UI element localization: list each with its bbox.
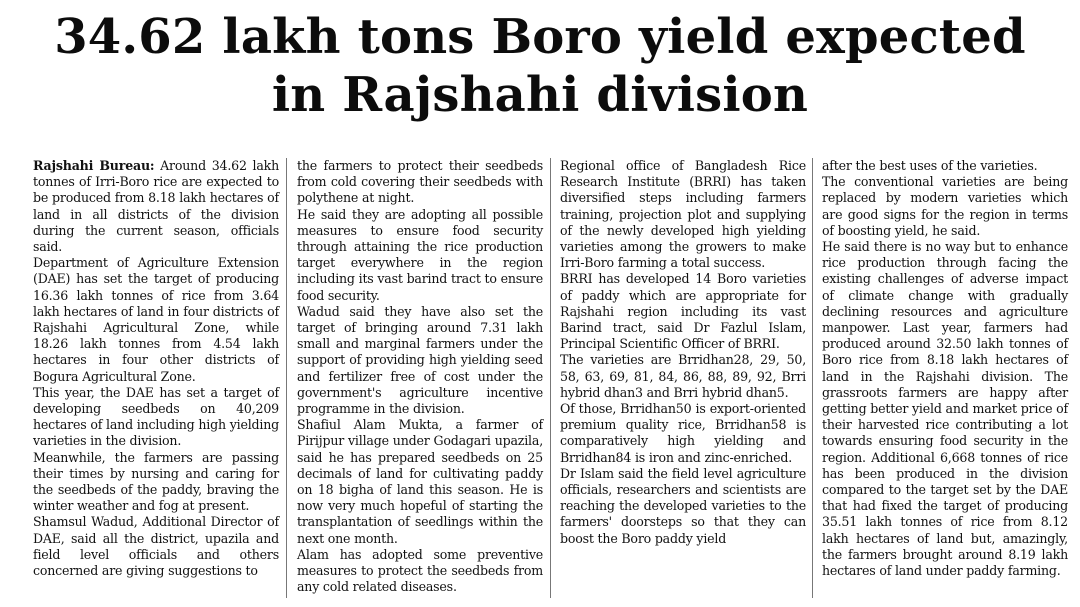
headline-line-2: in Rajshahi division [271, 67, 809, 123]
paragraph: Wadud said they have also set the target of bringing around 7.31 lakh small and marginal farmers under the support of providing high yielding seed and fertilizer free of cost under the government's agriculture incentive programme in the division. [297, 303, 543, 417]
column-divider [550, 158, 551, 598]
paragraph: Regional office of Bangladesh Rice Research Institute (BRRI) has taken diversified steps including farmers training, projection plot and supplying of the newly developed high yielding varieties among the growers to make Irri-Boro farming a total success. [560, 158, 806, 271]
paragraph: after the best uses of the varieties. [822, 158, 1038, 173]
article-column-1 [33, 158, 279, 579]
paragraph: This year, the DAE has set a target of developing seedbeds on 40,209 hectares of land including high yielding varieties in the division. [33, 384, 279, 449]
paragraph: Alam has adopted some preventive measures to protect the seedbeds from any cold related diseases. [297, 546, 543, 595]
paragraph: He said they are adopting all possible measures to ensure food security through attaining the rice production target everywhere in the region including its vast barind tract to ensure food security. [297, 206, 543, 303]
paragraph: Of those, Brridhan50 is export-oriented premium quality rice, Brridhan58 is comparatively high yielding and Brridhan84 is iron and zinc-enriched. [560, 401, 806, 465]
paragraph: The conventional varieties are being replaced by modern varieties which are good signs for the region in terms of boosting yield, he said. [822, 174, 1068, 238]
paragraph: Department of Agriculture Extension (DAE) has set the target of producing 16.36 lakh tonnes of rice from 3.64 lakh hectares of land in four districts of Rajshahi Agricultural Zone, while 18.26 lakh tonnes from 4.54 lakh hectares in four other districts of Bogura Agricultural Zone. [33, 255, 279, 384]
article-column-2 [297, 158, 543, 595]
article-column-3 [560, 158, 806, 547]
paragraph: He said there is no way but to enhance rice production through facing the existing challenges of adverse impact of climate change with gradually declining resources and agriculture manpower. Last year, farmers had produced around 32.50 lakh tonnes of Boro rice from 8.18 lakh hectares of land in the Rajshahi division. The grassroots farmers are happy after getting better yield and market price of their harvested rice contributing a lot towards ensuring food security in the region. Additional 6,668 tonnes of rice has been produced in the division compared to the target set by the DAE that had fixed the target of producing 35.51 lakh tonnes of rice from 8.12 lakh hectares of land but, amazingly, the farmers brought around 8.19 lakh hectares of land under paddy farming. [822, 239, 1068, 579]
paragraph: the farmers to protect their seedbeds from cold covering their seedbeds with polythene at night. [297, 158, 543, 206]
column-divider [286, 158, 287, 598]
paragraph: Shamsul Wadud, Additional Director of DAE, said all the district, upazila and field level officials and others concerned are giving suggestions to [33, 514, 279, 579]
column-divider [812, 158, 813, 598]
article-column-4 [822, 158, 1068, 579]
paragraph: Shafiul Alam Mukta, a farmer of Pirijpur village under Godagari upazila, said he has prepared seedbeds on 25 decimals of land for cultivating paddy on 18 bigha of land this season. He is now very much hopeful of starting the transplantation of seedlings within the next one month. [297, 417, 543, 546]
paragraph [33, 158, 279, 255]
paragraph-text: Around 34.62 lakh tonnes of Irri-Boro rice are expected to be produced from 8.18 lakh hectares of land in all districts of the division during the current season, officials said. [33, 158, 279, 255]
byline: Rajshahi Bureau: [33, 158, 155, 173]
paragraph: The varieties are Brridhan28, 29, 50, 58, 63, 69, 81, 84, 86, 88, 89, 92, Brri hybrid dhan3 and Brri hybrid dhan5. [560, 352, 806, 400]
headline [0, 8, 1080, 124]
paragraph: Meanwhile, the farmers are passing their times by nursing and caring for the seedbeds of the paddy, braving the winter weather and fog at present. [33, 449, 279, 514]
paragraph: Dr Islam said the field level agriculture officials, researchers and scientists are reaching the developed varieties to the farmers' doorsteps so that they can boost the Boro paddy yield [560, 465, 806, 546]
headline-line-1: 34.62 lakh tons Boro yield expected [54, 9, 1026, 65]
paragraph: BRRI has developed 14 Boro varieties of paddy which are appropriate for Rajshahi region including its vast Barind tract, said Dr Fazlul Islam, Principal Scientific Officer of BRRI. [560, 271, 806, 352]
